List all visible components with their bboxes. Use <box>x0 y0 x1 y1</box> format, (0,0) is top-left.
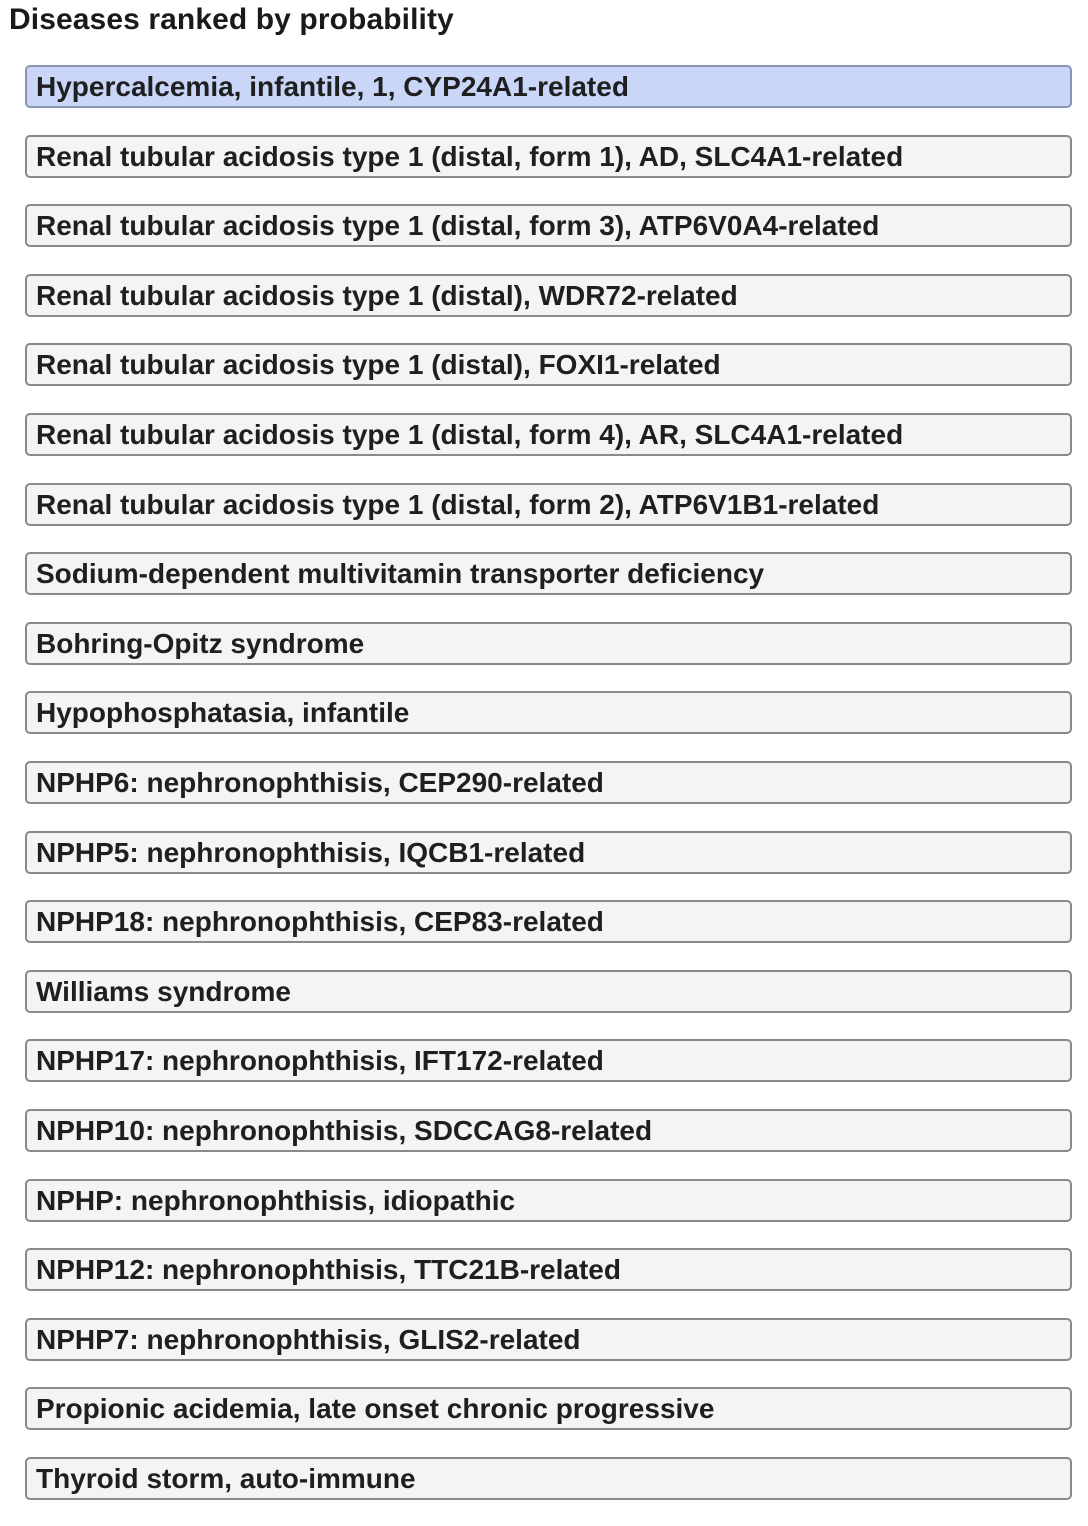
disease-item[interactable]: NPHP: nephronophthisis, idiopathic <box>25 1179 1072 1222</box>
disease-item-selected[interactable]: Hypercalcemia, infantile, 1, CYP24A1-related <box>25 65 1072 108</box>
disease-item[interactable]: Hypophosphatasia, infantile <box>25 691 1072 734</box>
disease-item[interactable]: NPHP7: nephronophthisis, GLIS2-related <box>25 1318 1072 1361</box>
page-title: Diseases ranked by probability <box>9 3 454 36</box>
disease-item[interactable]: Renal tubular acidosis type 1 (distal), FOXI1-related <box>25 343 1072 386</box>
disease-item[interactable]: NPHP5: nephronophthisis, IQCB1-related <box>25 831 1072 874</box>
disease-item[interactable]: NPHP12: nephronophthisis, TTC21B-related <box>25 1248 1072 1291</box>
disease-item[interactable]: NPHP10: nephronophthisis, SDCCAG8-related <box>25 1109 1072 1152</box>
disease-item[interactable]: NPHP6: nephronophthisis, CEP290-related <box>25 761 1072 804</box>
disease-item[interactable]: Renal tubular acidosis type 1 (distal, form 1), AD, SLC4A1-related <box>25 135 1072 178</box>
disease-item[interactable]: Renal tubular acidosis type 1 (distal, form 4), AR, SLC4A1-related <box>25 413 1072 456</box>
disease-item[interactable]: Thyroid storm, auto-immune <box>25 1457 1072 1500</box>
disease-item[interactable]: NPHP17: nephronophthisis, IFT172-related <box>25 1039 1072 1082</box>
disease-item[interactable]: Bohring-Opitz syndrome <box>25 622 1072 665</box>
disease-item[interactable]: Renal tubular acidosis type 1 (distal, form 3), ATP6V0A4-related <box>25 204 1072 247</box>
disease-item[interactable]: Renal tubular acidosis type 1 (distal, form 2), ATP6V1B1-related <box>25 483 1072 526</box>
disease-list <box>25 65 1072 1526</box>
disease-item[interactable]: Williams syndrome <box>25 970 1072 1013</box>
disease-item[interactable]: Sodium-dependent multivitamin transporter deficiency <box>25 552 1072 595</box>
disease-item[interactable]: NPHP18: nephronophthisis, CEP83-related <box>25 900 1072 943</box>
disease-item[interactable]: Propionic acidemia, late onset chronic progressive <box>25 1387 1072 1430</box>
disease-item[interactable]: Renal tubular acidosis type 1 (distal), WDR72-related <box>25 274 1072 317</box>
